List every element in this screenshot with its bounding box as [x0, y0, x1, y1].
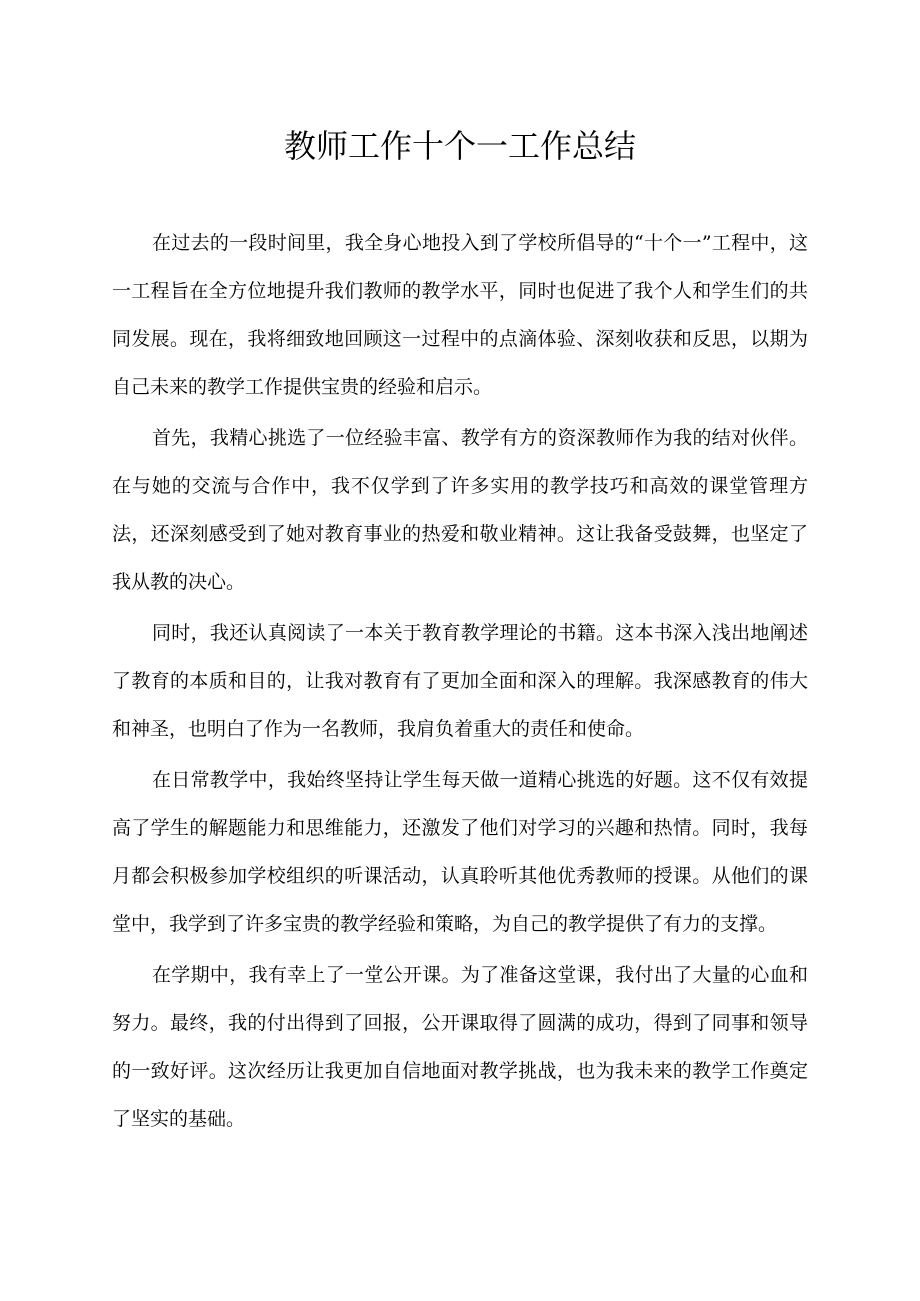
paragraph-daily-teaching: 在日常教学中，我始终坚持让学生每天做一道精心挑选的好题。这不仅有效提高了学生的解题能力和思维能力，还激发了他们对学习的兴趣和热情。同时，我每月都会积极参加学校组织的听课活动，认真聆听其他优秀教师的授课。从他们的课堂中，我学到了许多宝贵的教学经验和策略，为自己的教学提供了有力的支撑。 [112, 769, 808, 935]
document-body [112, 219, 808, 1146]
paragraph-open-class: 在学期中，我有幸上了一堂公开课。为了准备这堂课，我付出了大量的心血和努力。最终，我的付出得到了回报，公开课取得了圆满的成功，得到了同事和领导的一致好评。这次经历让我更加自信地面对教学挑战，也为我未来的教学工作奠定了坚实的基础。 [112, 964, 808, 1130]
paragraph-intro: 在过去的一段时间里，我全身心地投入到了学校所倡导的“十个一”工程中，这一工程旨在全方位地提升我们教师的教学水平，同时也促进了我个人和学生们的共同发展。现在，我将细致地回顾这一过程中的点滴体验、深刻收获和反思，以期为自己未来的教学工作提供宝贵的经验和启示。 [112, 232, 808, 398]
paragraph-reading: 同时，我还认真阅读了一本关于教育教学理论的书籍。这本书深入浅出地阐述了教育的本质和目的，让我对教育有了更加全面和深入的理解。我深感教育的伟大和神圣，也明白了作为一名教师，我肩负着重大的责任和使命。 [112, 622, 808, 740]
document-title: 教师工作十个一工作总结 [283, 127, 636, 165]
paragraph-mentor: 首先，我精心挑选了一位经验丰富、教学有方的资深教师作为我的结对伙伴。在与她的交流与合作中，我不仅学到了许多实用的教学技巧和高效的课堂管理方法，还深刻感受到了她对教育事业的热爱和敬业精神。这让我备受鼓舞，也坚定了我从教的决心。 [112, 427, 808, 593]
